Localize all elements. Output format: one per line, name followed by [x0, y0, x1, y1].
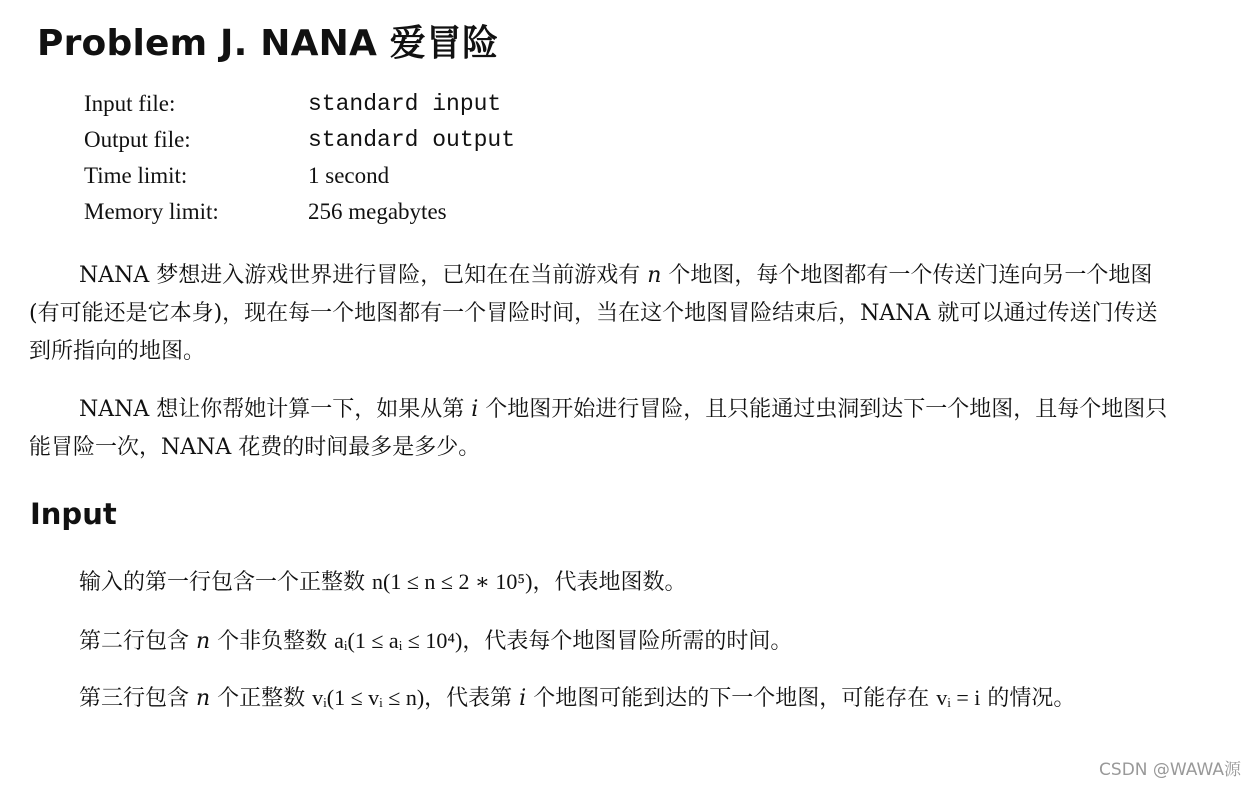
time-limit-value: 1 second — [308, 163, 390, 188]
math-expression: n(1 ≤ n ≤ 2 ∗ 10⁵) — [372, 569, 533, 594]
math-variable: n — [196, 629, 211, 654]
statement-text: 个地图开始进行冒险，且只能通过虫洞到达下一个地图，且每个地图只能冒险一次，NANA 花费的时间最多是多少。 — [29, 397, 1168, 460]
input-text: 输入的第一行包含一个正整数 — [79, 570, 372, 595]
output-file-value: standard output — [308, 127, 516, 153]
statement-paragraph-2 — [29, 391, 1179, 467]
time-limit-row — [84, 158, 515, 194]
memory-limit-value: 256 megabytes — [308, 199, 447, 224]
math-expression: vᵢ(1 ≤ vᵢ ≤ n) — [312, 685, 425, 710]
input-text: ，代表每个地图冒险所需的时间。 — [462, 629, 793, 654]
math-variable: n — [196, 686, 211, 711]
statement-paragraph-1 — [29, 257, 1179, 371]
input-text: 第二行包含 — [79, 629, 196, 654]
input-line-1 — [29, 563, 1179, 602]
input-text: 第三行包含 — [79, 686, 196, 711]
input-text: ，代表地图数。 — [532, 570, 687, 595]
memory-limit-label: Memory limit: — [84, 199, 219, 224]
time-limit-label: Time limit: — [84, 163, 188, 188]
input-file-value: standard input — [308, 91, 502, 117]
input-text: 的情况。 — [980, 686, 1076, 711]
statement-text: NANA 梦想进入游戏世界进行冒险，已知在在当前游戏有 — [79, 263, 648, 288]
math-variable: i — [471, 397, 479, 422]
page-title: Problem J. NANA 爱冒险 — [37, 23, 499, 64]
input-text: ，代表第 — [424, 686, 520, 711]
input-file-label: Input file: — [84, 91, 176, 116]
math-variable: n — [647, 263, 662, 288]
input-text: 个非负整数 — [210, 629, 335, 654]
input-text: 个地图可能到达的下一个地图，可能存在 — [526, 686, 937, 711]
input-file-row — [84, 86, 515, 122]
math-expression: aᵢ(1 ≤ aᵢ ≤ 10⁴) — [334, 628, 463, 653]
math-variable: i — [519, 686, 527, 711]
output-file-row — [84, 122, 515, 158]
output-file-label: Output file: — [84, 127, 191, 152]
memory-limit-row — [84, 194, 515, 230]
input-text: 个正整数 — [210, 686, 313, 711]
input-line-2 — [29, 622, 1179, 661]
input-line-3 — [29, 679, 1179, 718]
problem-limits-table — [84, 86, 515, 230]
input-section-heading: Input — [30, 497, 117, 531]
statement-text: NANA 想让你帮她计算一下，如果从第 — [79, 397, 472, 422]
math-expression: vᵢ = i — [936, 685, 981, 710]
statement-text: 个地图，每个地图都有一个传送门连向另一个地图 (有可能还是它本身)，现在每一个地图都有一个冒险时间，当在这个地图冒险结束后，NANA 就可以通过传送门传送到所指向的地图。 — [29, 263, 1158, 364]
csdn-watermark: CSDN @WAWA源 — [1099, 760, 1241, 780]
